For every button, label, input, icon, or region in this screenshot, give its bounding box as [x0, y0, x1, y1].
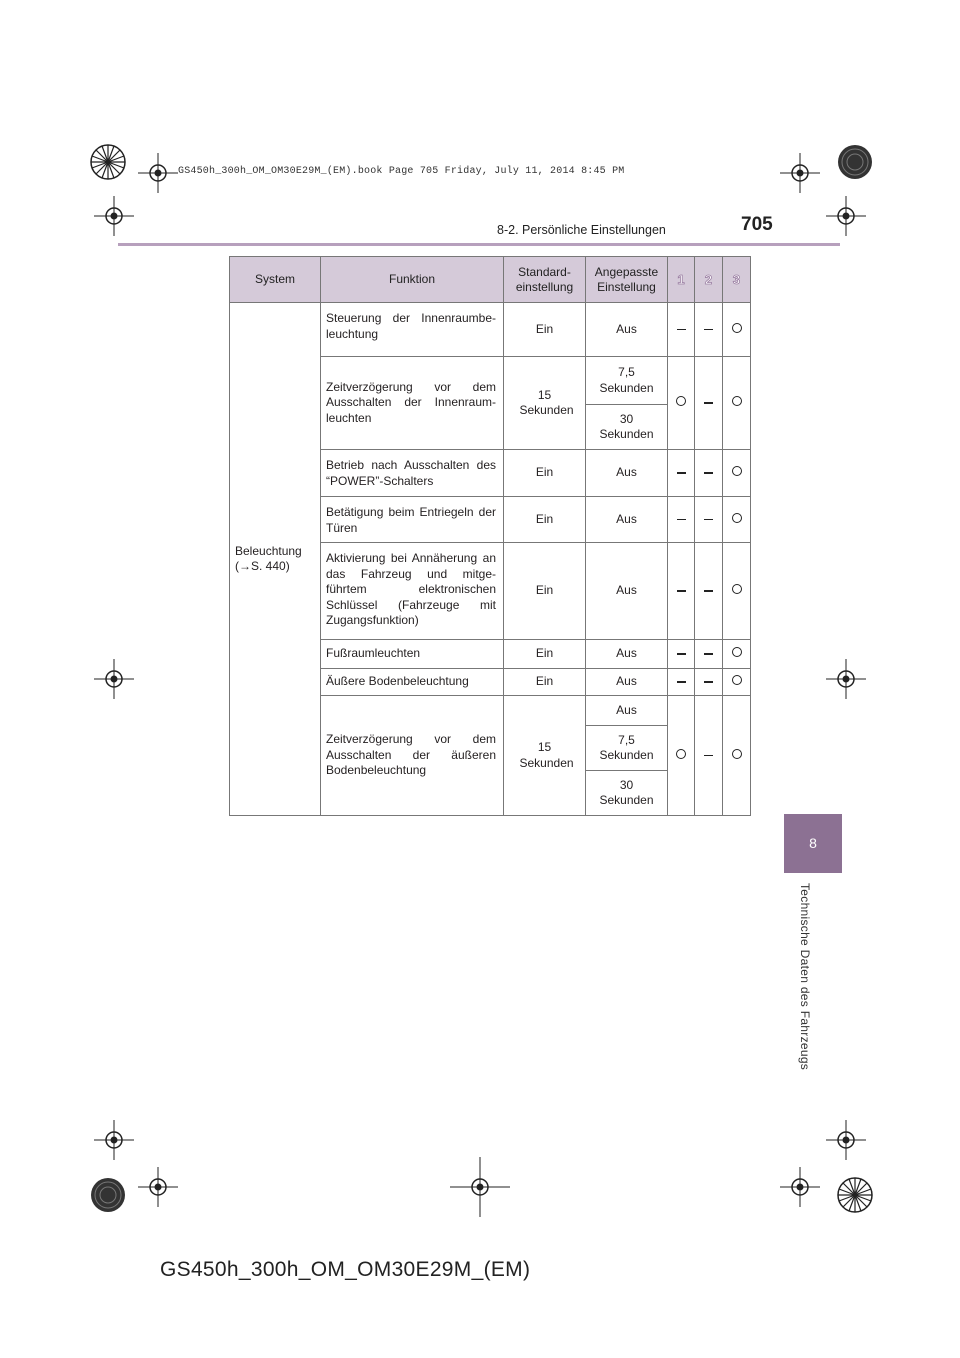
mark-cell-1: [668, 303, 695, 357]
default-cell: Ein: [504, 450, 586, 497]
function-cell: Betätigung beim Entriegeln der Türen: [321, 497, 504, 543]
custom-cell: Aus: [586, 696, 668, 726]
dash-icon: [704, 472, 713, 474]
crop-mark-icon: [855, 162, 856, 163]
document-code: GS450h_300h_OM_OM30E29M_(EM): [160, 1258, 531, 1281]
mark-cell-2: [695, 543, 723, 640]
crop-mark-icon: [114, 216, 115, 217]
col-header-standard: Standard-einstellung: [504, 257, 586, 303]
crop-mark-icon: [846, 216, 847, 217]
default-cell: Ein: [504, 303, 586, 357]
dash-icon: [677, 653, 686, 655]
print-metadata-line: GS450h_300h_OM_OM30E29M_(EM).book Page 705 Friday, July 11, 2014 8:45 PM: [178, 166, 625, 177]
function-cell: Zeitverzögerung vor dem Ausschalten der Innenraum-leuchten: [321, 357, 504, 450]
crop-mark-icon: [846, 1140, 847, 1141]
circle-icon: [676, 749, 686, 759]
mark-cell-3: [723, 303, 751, 357]
function-cell: Aktivierung bei Annäherung an das Fahrzeug und mitge-führtem elektronischen Schlüssel (Fahrzeuge mit Zugangsfunktion): [321, 543, 504, 640]
mark-cell-3: [723, 640, 751, 669]
page-number: 705: [741, 214, 773, 235]
col-header-angepasst: Angepasste Einstellung: [586, 257, 668, 303]
custom-cell: Aus: [586, 543, 668, 640]
section-title: 8-2. Persönliche Einstellungen: [497, 223, 666, 237]
col-header-1: 1: [668, 257, 695, 303]
circle-icon: [732, 584, 742, 594]
mark-cell-1: [668, 357, 695, 450]
default-cell: Ein: [504, 543, 586, 640]
dash-icon: [704, 755, 713, 757]
mark-cell-2: [695, 450, 723, 497]
mark-cell-3: [723, 543, 751, 640]
circle-icon: [676, 396, 686, 406]
dash-icon: [704, 402, 713, 404]
crop-mark-icon: [158, 173, 159, 174]
custom-cell: 30 Sekunden: [586, 771, 668, 816]
dash-icon: [677, 472, 686, 474]
mark-cell-2: [695, 669, 723, 696]
circle-icon: [732, 749, 742, 759]
dash-icon: [677, 590, 686, 592]
mark-cell-2: [695, 640, 723, 669]
crop-mark-icon: [158, 1187, 159, 1188]
function-cell: Zeitverzögerung vor dem Ausschalten der äußeren Bodenbeleuchtung: [321, 696, 504, 816]
mark-cell-3: [723, 450, 751, 497]
col-header-2: 2: [695, 257, 723, 303]
circle-icon: [732, 396, 742, 406]
circle-icon: [732, 647, 742, 657]
custom-cell: Aus: [586, 450, 668, 497]
function-cell: Betrieb nach Ausschalten des “POWER”-Schalters: [321, 450, 504, 497]
crop-mark-icon: [480, 1187, 481, 1188]
col-header-funktion: Funktion: [321, 257, 504, 303]
function-cell: Steuerung der Innenraumbe-leuchtung: [321, 303, 504, 357]
function-cell: Fußraumleuchten: [321, 640, 504, 669]
mark-cell-3: [723, 696, 751, 816]
col-header-system: System: [230, 257, 321, 303]
custom-cell: Aus: [586, 669, 668, 696]
mark-cell-2: [695, 303, 723, 357]
mark-cell-1: [668, 640, 695, 669]
crop-mark-icon: [846, 679, 847, 680]
mark-cell-1: [668, 696, 695, 816]
mark-cell-1: [668, 543, 695, 640]
header-rule: [118, 243, 840, 246]
dash-icon: [677, 681, 686, 683]
dash-icon: [704, 681, 713, 683]
dash-icon: [704, 590, 713, 592]
mark-cell-2: [695, 357, 723, 450]
mark-cell-2: [695, 696, 723, 816]
circle-icon: [732, 675, 742, 685]
crop-mark-icon: [855, 1195, 856, 1196]
custom-cell: 7,5 Sekunden: [586, 357, 668, 405]
settings-table: [229, 256, 751, 816]
default-cell: Ein: [504, 669, 586, 696]
default-cell: Ein: [504, 497, 586, 543]
default-cell: 15 Sekunden: [504, 357, 586, 450]
circle-icon: [732, 323, 742, 333]
system-cell: Beleuchtung (→S. 440): [230, 303, 321, 816]
mark-cell-3: [723, 669, 751, 696]
default-cell: Ein: [504, 640, 586, 669]
function-cell: Äußere Bodenbeleuchtung: [321, 669, 504, 696]
crop-mark-icon: [108, 1195, 109, 1196]
crop-mark-icon: [800, 173, 801, 174]
custom-cell: Aus: [586, 640, 668, 669]
mark-cell-1: [668, 497, 695, 543]
chapter-tab: 8: [784, 814, 842, 873]
mark-cell-3: [723, 497, 751, 543]
crop-mark-icon: [114, 679, 115, 680]
dash-icon: [704, 519, 713, 521]
mark-cell-3: [723, 357, 751, 450]
dash-icon: [677, 519, 686, 521]
chapter-title: Technische Daten des Fahrzeugs: [798, 883, 812, 1071]
mark-cell-1: [668, 450, 695, 497]
col-header-3: 3: [723, 257, 751, 303]
mark-cell-2: [695, 497, 723, 543]
crop-mark-icon: [108, 162, 109, 163]
custom-cell: Aus: [586, 303, 668, 357]
crop-mark-icon: [800, 1187, 801, 1188]
default-cell: 15 Sekunden: [504, 696, 586, 816]
circle-icon: [732, 513, 742, 523]
table-header-row: [230, 257, 751, 303]
circle-icon: [732, 466, 742, 476]
custom-cell: 7,5 Sekunden: [586, 726, 668, 771]
dash-icon: [677, 329, 686, 331]
custom-cell: 30 Sekunden: [586, 405, 668, 450]
table-row: [230, 303, 751, 357]
dash-icon: [704, 653, 713, 655]
mark-cell-1: [668, 669, 695, 696]
custom-cell: Aus: [586, 497, 668, 543]
dash-icon: [704, 329, 713, 331]
crop-mark-icon: [114, 1140, 115, 1141]
